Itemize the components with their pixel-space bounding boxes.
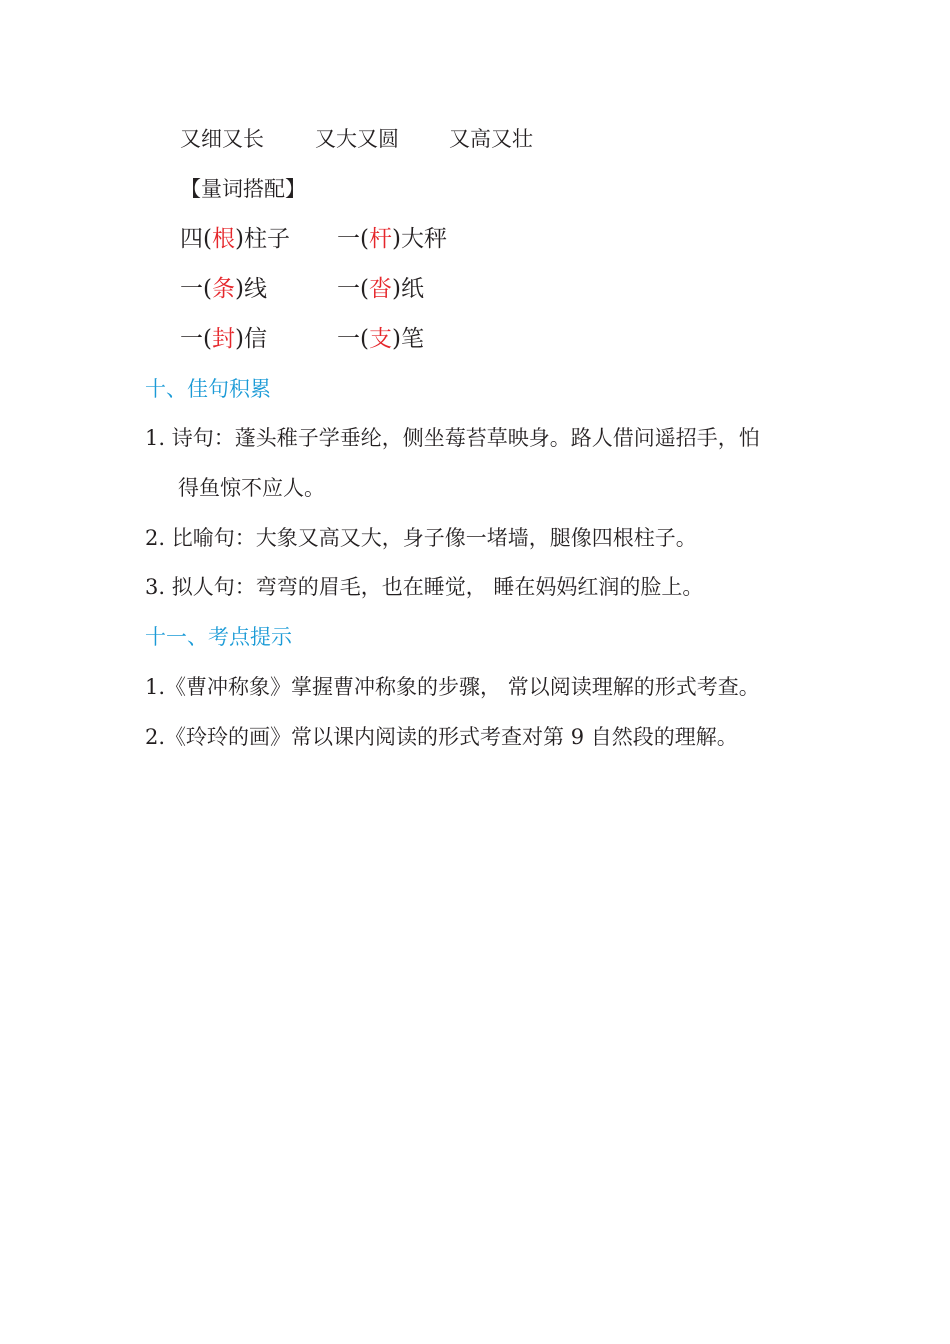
answer-tiao: 条 (211, 276, 235, 302)
section-11-item-1: 1.《曹冲称象》掌握曹冲称象的步骤， 常以阅读理解的形式考查。 (145, 675, 760, 699)
answer-da: 沓 (368, 276, 392, 302)
measure-item-gen: 四(根)柱子 (180, 226, 290, 252)
answer-feng: 封 (211, 326, 235, 352)
answer-zhi: 支 (368, 326, 392, 352)
phrase-1: 又细又长 (180, 127, 264, 151)
measure-item-feng: 一(封)信 (180, 326, 267, 352)
section-10-item-1: 1. 诗句：蓬头稚子学垂纶，侧坐莓苔草映身。路人借问遥招手，怕 (145, 426, 760, 450)
measure-words-title: 【量词搭配】 (180, 177, 306, 201)
measure-item-zhi: 一(支)笔 (337, 326, 424, 352)
section-10-item-2: 2. 比喻句：大象又高又大，身子像一堵墙，腿像四根柱子。 (145, 526, 697, 550)
phrase-3: 又高又壮 (449, 127, 533, 151)
phrase-2: 又大又圆 (315, 127, 399, 151)
section-10-heading: 十、佳句积累 (145, 377, 271, 401)
section-11-heading: 十一、考点提示 (145, 625, 292, 649)
section-11-item-2: 2.《玲玲的画》常以课内阅读的形式考查对第 9 自然段的理解。 (145, 725, 738, 749)
section-10-item-3: 3. 拟人句：弯弯的眉毛，也在睡觉， 睡在妈妈红润的脸上。 (145, 575, 704, 599)
measure-item-gan: 一(杆)大秤 (337, 226, 447, 252)
measure-row-3 (180, 328, 600, 354)
measure-row-1 (180, 228, 600, 254)
measure-item-tiao: 一(条)线 (180, 276, 267, 302)
answer-gen: 根 (211, 226, 235, 252)
section-10-item-1-continuation: 得鱼惊不应人。 (178, 476, 325, 500)
measure-item-da: 一(沓)纸 (337, 276, 424, 302)
measure-row-2 (180, 278, 600, 304)
answer-gan: 杆 (368, 226, 392, 252)
